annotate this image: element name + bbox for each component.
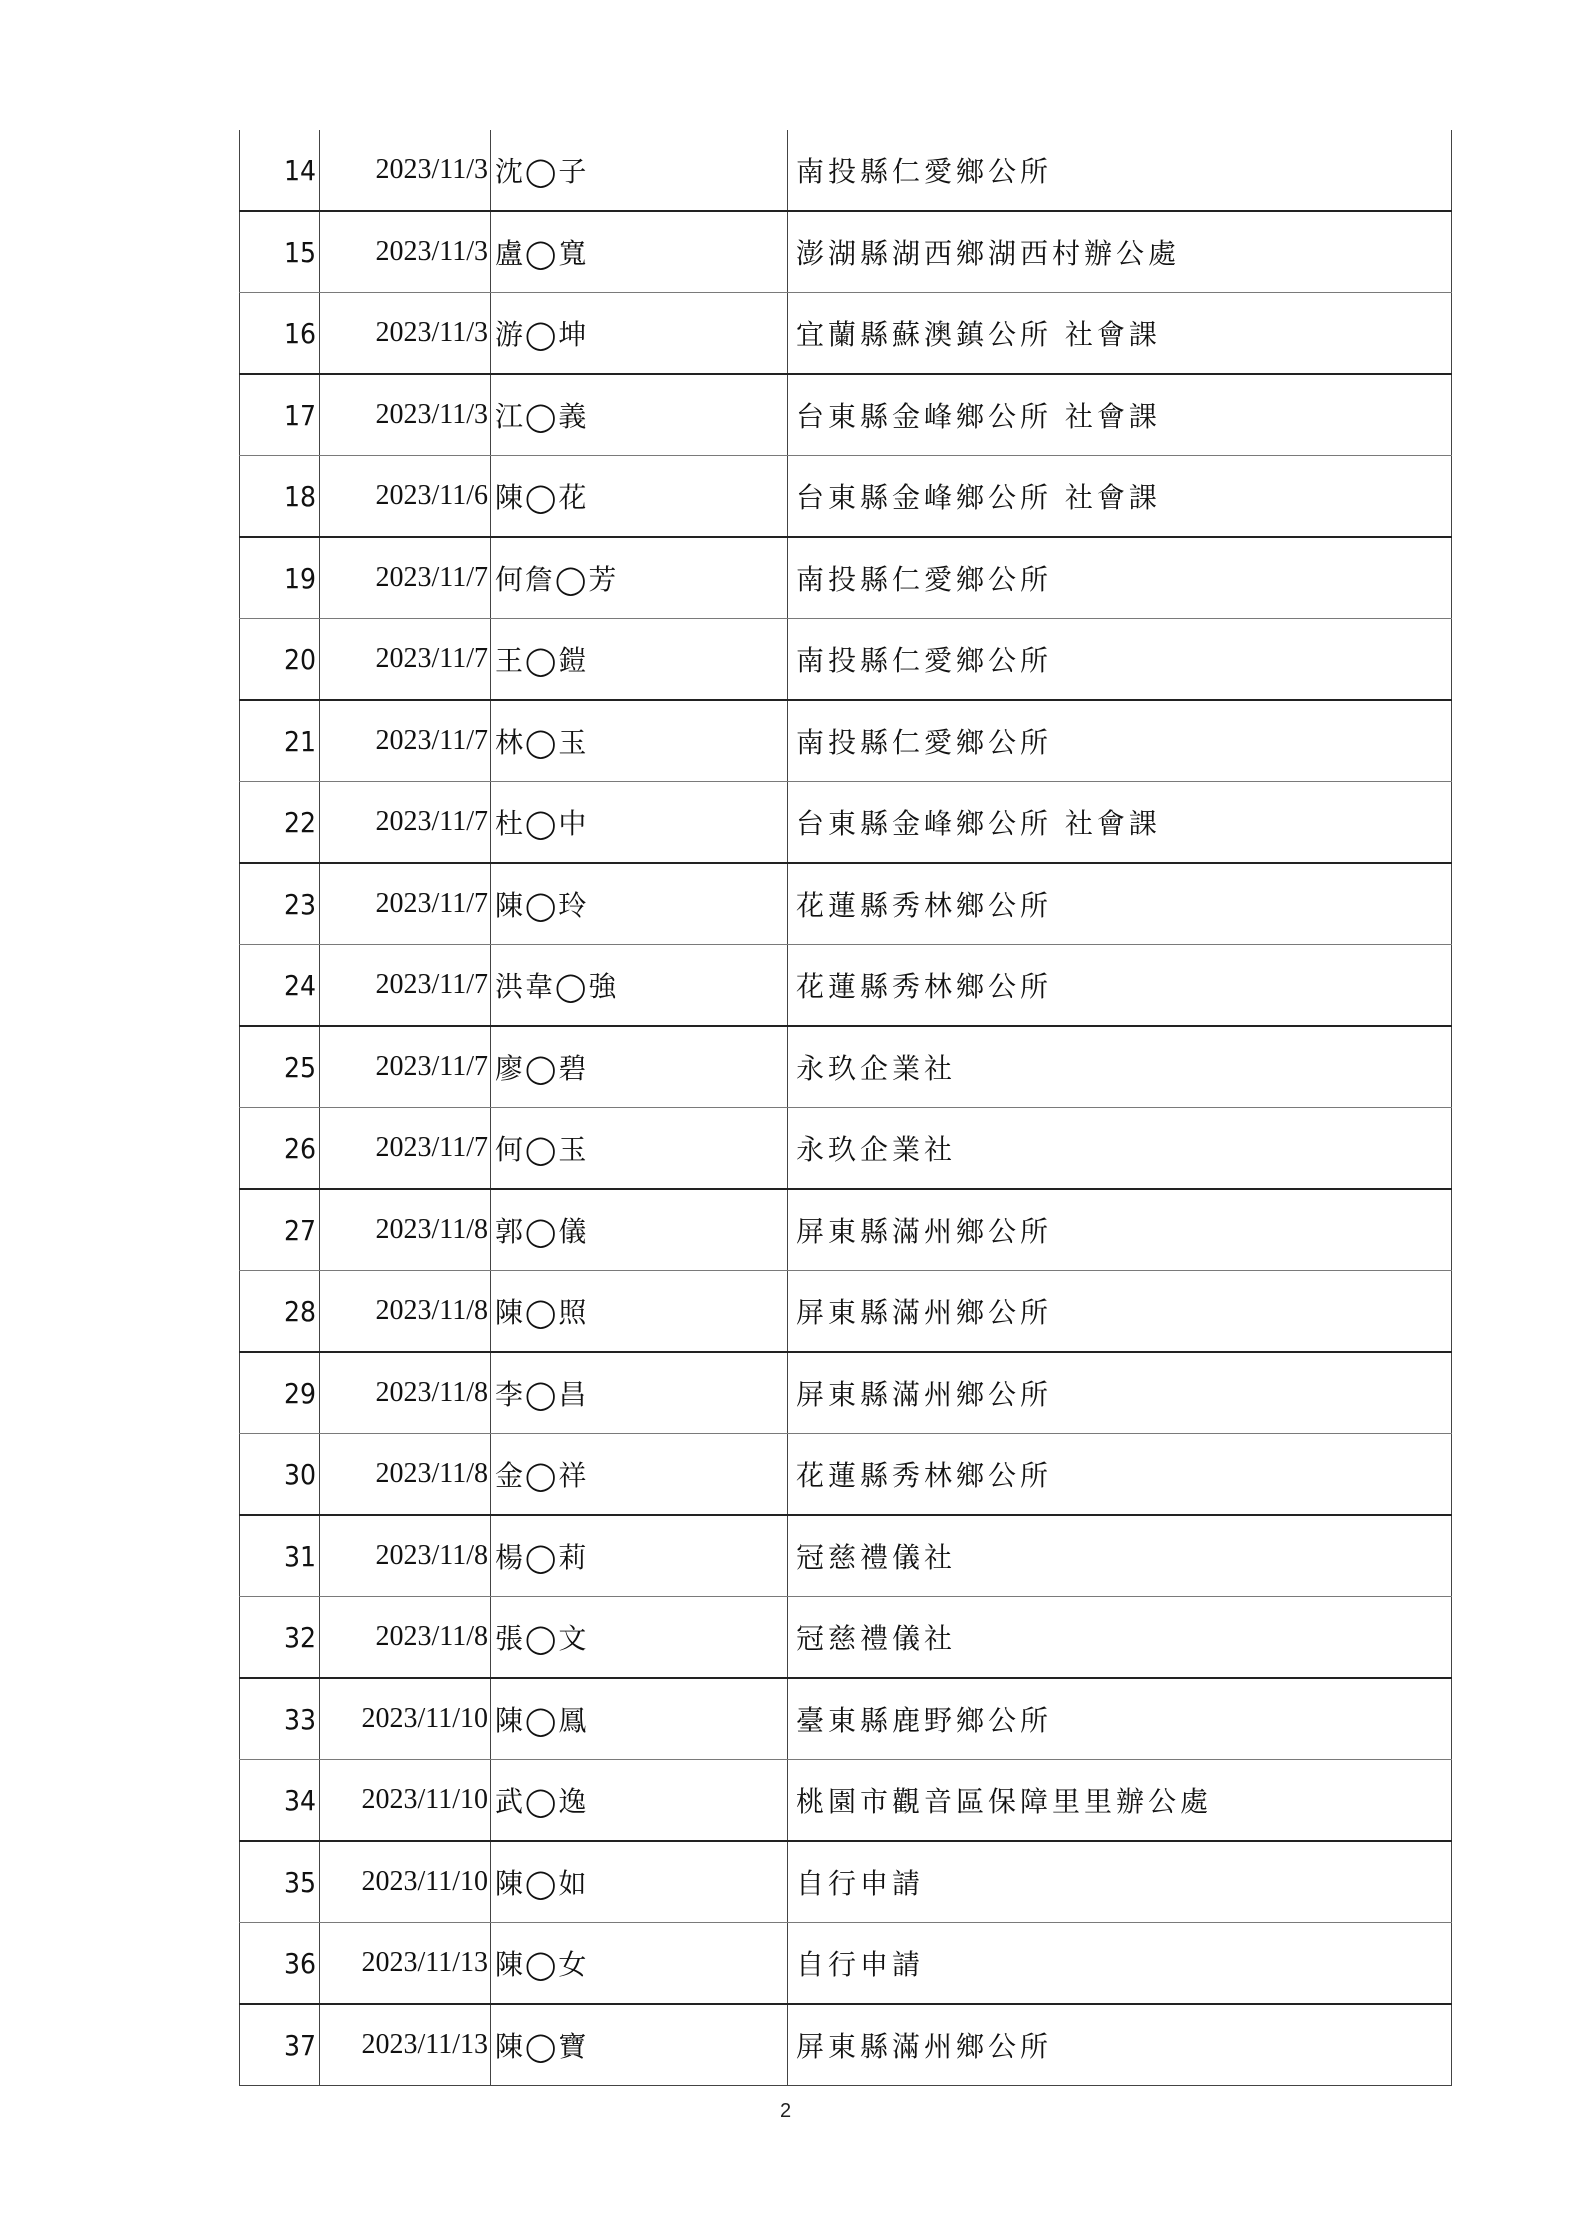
referring-unit-cell: 台東縣金峰鄉公所 社會課 bbox=[788, 456, 1452, 538]
date-cell: 2023/11/10 bbox=[320, 1841, 491, 1923]
table-row bbox=[240, 700, 1452, 782]
row-number-cell: 25 bbox=[240, 1026, 320, 1108]
referring-unit-cell: 臺東縣鹿野鄉公所 bbox=[788, 1678, 1452, 1760]
table-row bbox=[240, 1923, 1452, 2005]
date-cell: 2023/11/3 bbox=[320, 130, 491, 211]
records-table-body bbox=[240, 130, 1452, 2086]
referring-unit-cell: 冠慈禮儀社 bbox=[788, 1597, 1452, 1679]
row-number-cell: 34 bbox=[240, 1760, 320, 1842]
row-number-cell: 33 bbox=[240, 1678, 320, 1760]
row-number-cell: 32 bbox=[240, 1597, 320, 1679]
table-row bbox=[240, 2004, 1452, 2086]
row-number-cell: 14 bbox=[240, 130, 320, 211]
referring-unit-cell: 南投縣仁愛鄉公所 bbox=[788, 619, 1452, 701]
date-cell: 2023/11/6 bbox=[320, 456, 491, 538]
date-cell: 2023/11/7 bbox=[320, 863, 491, 945]
table-row bbox=[240, 1841, 1452, 1923]
date-cell: 2023/11/10 bbox=[320, 1760, 491, 1842]
person-name-cell: 盧◯寬 bbox=[491, 211, 788, 293]
date-cell: 2023/11/7 bbox=[320, 1108, 491, 1190]
table-row bbox=[240, 130, 1452, 211]
records-table bbox=[239, 130, 1452, 2086]
row-number-cell: 26 bbox=[240, 1108, 320, 1190]
referring-unit-cell: 台東縣金峰鄉公所 社會課 bbox=[788, 782, 1452, 864]
row-number-cell: 35 bbox=[240, 1841, 320, 1923]
table-row bbox=[240, 1597, 1452, 1679]
row-number-cell: 18 bbox=[240, 456, 320, 538]
referring-unit-cell: 冠慈禮儀社 bbox=[788, 1515, 1452, 1597]
person-name-cell: 武◯逸 bbox=[491, 1760, 788, 1842]
records-table-container bbox=[239, 130, 1451, 2086]
row-number-cell: 20 bbox=[240, 619, 320, 701]
person-name-cell: 陳◯玲 bbox=[491, 863, 788, 945]
person-name-cell: 何詹◯芳 bbox=[491, 537, 788, 619]
date-cell: 2023/11/7 bbox=[320, 1026, 491, 1108]
table-row bbox=[240, 1026, 1452, 1108]
referring-unit-cell: 台東縣金峰鄉公所 社會課 bbox=[788, 374, 1452, 456]
referring-unit-cell: 屏東縣滿州鄉公所 bbox=[788, 1189, 1452, 1271]
person-name-cell: 李◯昌 bbox=[491, 1352, 788, 1434]
table-row bbox=[240, 782, 1452, 864]
person-name-cell: 張◯文 bbox=[491, 1597, 788, 1679]
date-cell: 2023/11/7 bbox=[320, 700, 491, 782]
row-number-cell: 16 bbox=[240, 293, 320, 375]
date-cell: 2023/11/3 bbox=[320, 293, 491, 375]
date-cell: 2023/11/8 bbox=[320, 1189, 491, 1271]
row-number-cell: 28 bbox=[240, 1271, 320, 1353]
row-number-cell: 17 bbox=[240, 374, 320, 456]
date-cell: 2023/11/13 bbox=[320, 2004, 491, 2086]
referring-unit-cell: 澎湖縣湖西鄉湖西村辦公處 bbox=[788, 211, 1452, 293]
row-number-cell: 21 bbox=[240, 700, 320, 782]
table-row bbox=[240, 619, 1452, 701]
person-name-cell: 陳◯花 bbox=[491, 456, 788, 538]
row-number-cell: 24 bbox=[240, 945, 320, 1027]
referring-unit-cell: 南投縣仁愛鄉公所 bbox=[788, 130, 1452, 211]
row-number-cell: 29 bbox=[240, 1352, 320, 1434]
person-name-cell: 林◯玉 bbox=[491, 700, 788, 782]
person-name-cell: 江◯義 bbox=[491, 374, 788, 456]
person-name-cell: 楊◯莉 bbox=[491, 1515, 788, 1597]
table-row bbox=[240, 374, 1452, 456]
referring-unit-cell: 花蓮縣秀林鄉公所 bbox=[788, 1434, 1452, 1516]
table-row bbox=[240, 1189, 1452, 1271]
table-row bbox=[240, 1271, 1452, 1353]
date-cell: 2023/11/7 bbox=[320, 619, 491, 701]
date-cell: 2023/11/3 bbox=[320, 211, 491, 293]
date-cell: 2023/11/8 bbox=[320, 1597, 491, 1679]
date-cell: 2023/11/10 bbox=[320, 1678, 491, 1760]
row-number-cell: 22 bbox=[240, 782, 320, 864]
date-cell: 2023/11/8 bbox=[320, 1271, 491, 1353]
date-cell: 2023/11/7 bbox=[320, 537, 491, 619]
person-name-cell: 杜◯中 bbox=[491, 782, 788, 864]
referring-unit-cell: 南投縣仁愛鄉公所 bbox=[788, 537, 1452, 619]
referring-unit-cell: 永玖企業社 bbox=[788, 1026, 1452, 1108]
referring-unit-cell: 屏東縣滿州鄉公所 bbox=[788, 1271, 1452, 1353]
row-number-cell: 15 bbox=[240, 211, 320, 293]
table-row bbox=[240, 456, 1452, 538]
table-row bbox=[240, 1108, 1452, 1190]
table-row bbox=[240, 1434, 1452, 1516]
row-number-cell: 30 bbox=[240, 1434, 320, 1516]
date-cell: 2023/11/13 bbox=[320, 1923, 491, 2005]
person-name-cell: 王◯鎧 bbox=[491, 619, 788, 701]
person-name-cell: 陳◯寶 bbox=[491, 2004, 788, 2086]
person-name-cell: 沈◯子 bbox=[491, 130, 788, 211]
table-row bbox=[240, 293, 1452, 375]
table-row bbox=[240, 945, 1452, 1027]
person-name-cell: 何◯玉 bbox=[491, 1108, 788, 1190]
row-number-cell: 27 bbox=[240, 1189, 320, 1271]
person-name-cell: 陳◯鳳 bbox=[491, 1678, 788, 1760]
referring-unit-cell: 永玖企業社 bbox=[788, 1108, 1452, 1190]
table-row bbox=[240, 1515, 1452, 1597]
date-cell: 2023/11/7 bbox=[320, 782, 491, 864]
date-cell: 2023/11/3 bbox=[320, 374, 491, 456]
table-row bbox=[240, 1678, 1452, 1760]
person-name-cell: 金◯祥 bbox=[491, 1434, 788, 1516]
referring-unit-cell: 自行申請 bbox=[788, 1841, 1452, 1923]
referring-unit-cell: 花蓮縣秀林鄉公所 bbox=[788, 863, 1452, 945]
person-name-cell: 游◯坤 bbox=[491, 293, 788, 375]
referring-unit-cell: 自行申請 bbox=[788, 1923, 1452, 2005]
table-row bbox=[240, 1760, 1452, 1842]
page-number: 2 bbox=[779, 2100, 792, 2122]
referring-unit-cell: 宜蘭縣蘇澳鎮公所 社會課 bbox=[788, 293, 1452, 375]
person-name-cell: 洪韋◯強 bbox=[491, 945, 788, 1027]
referring-unit-cell: 屏東縣滿州鄉公所 bbox=[788, 1352, 1452, 1434]
row-number-cell: 36 bbox=[240, 1923, 320, 2005]
date-cell: 2023/11/8 bbox=[320, 1352, 491, 1434]
referring-unit-cell: 屏東縣滿州鄉公所 bbox=[788, 2004, 1452, 2086]
date-cell: 2023/11/8 bbox=[320, 1515, 491, 1597]
person-name-cell: 陳◯如 bbox=[491, 1841, 788, 1923]
table-row bbox=[240, 537, 1452, 619]
table-row bbox=[240, 211, 1452, 293]
referring-unit-cell: 花蓮縣秀林鄉公所 bbox=[788, 945, 1452, 1027]
referring-unit-cell: 桃園市觀音區保障里里辦公處 bbox=[788, 1760, 1452, 1842]
person-name-cell: 廖◯碧 bbox=[491, 1026, 788, 1108]
referring-unit-cell: 南投縣仁愛鄉公所 bbox=[788, 700, 1452, 782]
row-number-cell: 23 bbox=[240, 863, 320, 945]
table-row bbox=[240, 1352, 1452, 1434]
date-cell: 2023/11/7 bbox=[320, 945, 491, 1027]
person-name-cell: 郭◯儀 bbox=[491, 1189, 788, 1271]
row-number-cell: 31 bbox=[240, 1515, 320, 1597]
person-name-cell: 陳◯照 bbox=[491, 1271, 788, 1353]
person-name-cell: 陳◯女 bbox=[491, 1923, 788, 2005]
row-number-cell: 37 bbox=[240, 2004, 320, 2086]
date-cell: 2023/11/8 bbox=[320, 1434, 491, 1516]
row-number-cell: 19 bbox=[240, 537, 320, 619]
table-row bbox=[240, 863, 1452, 945]
